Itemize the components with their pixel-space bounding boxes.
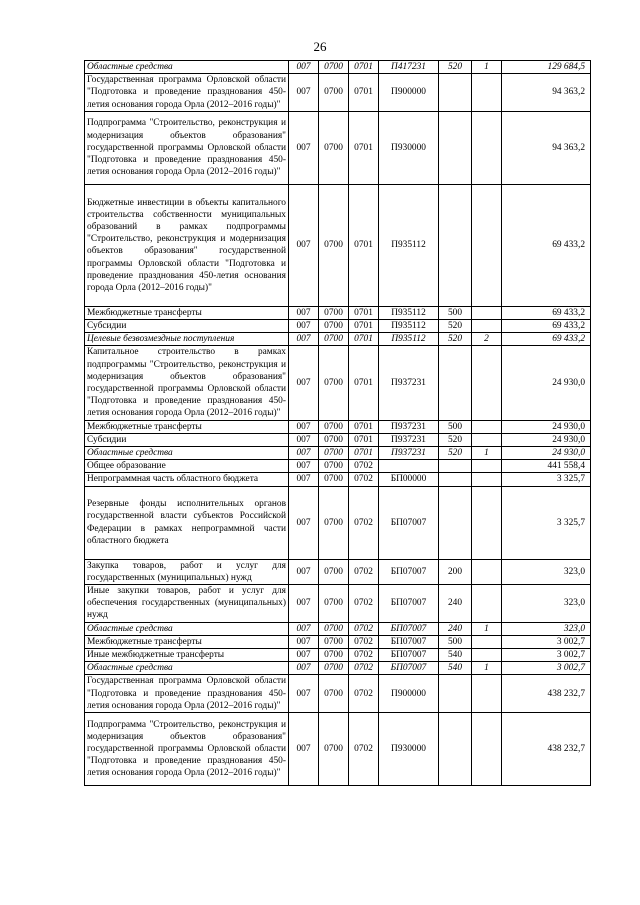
target-article-cell: П937231 <box>379 420 439 433</box>
target-article-cell: П935112 <box>379 320 439 333</box>
expense-type-cell <box>439 486 472 559</box>
table-row <box>85 447 591 460</box>
target-article-cell: БП07007 <box>379 585 439 623</box>
subsection-code-cell: 0701 <box>349 61 379 74</box>
expense-type-cell <box>439 346 472 420</box>
item-name-cell: Областные средства <box>85 447 289 460</box>
amount-cell: 3 002,7 <box>502 635 591 648</box>
item-name-cell: Областные средства <box>85 61 289 74</box>
table-row <box>85 559 591 584</box>
table-row <box>85 649 591 662</box>
expense-type-cell <box>439 675 472 713</box>
expense-type-cell: 500 <box>439 306 472 319</box>
subtype-cell <box>472 320 502 333</box>
budget-table <box>84 60 591 786</box>
section-code-cell: 0700 <box>319 635 349 648</box>
section-code-cell: 0700 <box>319 713 349 786</box>
subtype-cell <box>472 486 502 559</box>
section-code-cell: 0700 <box>319 74 349 112</box>
ministry-code-cell: 007 <box>289 675 319 713</box>
ministry-code-cell: 007 <box>289 460 319 473</box>
ministry-code-cell: 007 <box>289 447 319 460</box>
section-code-cell: 0700 <box>319 184 349 306</box>
expense-type-cell: 520 <box>439 320 472 333</box>
amount-cell: 3 002,7 <box>502 662 591 675</box>
ministry-code-cell: 007 <box>289 713 319 786</box>
expense-type-cell <box>439 713 472 786</box>
expense-type-cell: 520 <box>439 61 472 74</box>
subtype-cell <box>472 473 502 486</box>
table-row <box>85 486 591 559</box>
expense-type-cell <box>439 460 472 473</box>
amount-cell: 24 930,0 <box>502 447 591 460</box>
target-article-cell: БП07007 <box>379 622 439 635</box>
target-article-cell: П900000 <box>379 675 439 713</box>
subsection-code-cell: 0702 <box>349 460 379 473</box>
subtype-cell <box>472 675 502 713</box>
ministry-code-cell: 007 <box>289 486 319 559</box>
amount-cell: 3 325,7 <box>502 486 591 559</box>
expense-type-cell <box>439 473 472 486</box>
target-article-cell: П930000 <box>379 713 439 786</box>
table-row <box>85 306 591 319</box>
subsection-code-cell: 0702 <box>349 662 379 675</box>
amount-cell: 24 930,0 <box>502 433 591 446</box>
expense-type-cell: 520 <box>439 433 472 446</box>
expense-type-cell: 540 <box>439 662 472 675</box>
subtype-cell <box>472 559 502 584</box>
ministry-code-cell: 007 <box>289 346 319 420</box>
expense-type-cell: 520 <box>439 447 472 460</box>
item-name-cell: Субсидии <box>85 433 289 446</box>
subtype-cell: 1 <box>472 447 502 460</box>
target-article-cell: П937231 <box>379 433 439 446</box>
amount-cell: 69 433,2 <box>502 320 591 333</box>
item-name-cell: Межбюджетные трансферты <box>85 635 289 648</box>
amount-cell: 3 325,7 <box>502 473 591 486</box>
item-name-cell: Иные закупки товаров, работ и услуг для обеспечения государственных (муниципальных) нужд <box>85 585 289 623</box>
subtype-cell <box>472 306 502 319</box>
ministry-code-cell: 007 <box>289 433 319 446</box>
target-article-cell: БП07007 <box>379 635 439 648</box>
section-code-cell: 0700 <box>319 346 349 420</box>
subsection-code-cell: 0702 <box>349 585 379 623</box>
amount-cell: 69 433,2 <box>502 333 591 346</box>
subtype-cell <box>472 585 502 623</box>
subtype-cell: 1 <box>472 622 502 635</box>
expense-type-cell <box>439 74 472 112</box>
table-row <box>85 346 591 420</box>
table-row <box>85 433 591 446</box>
table-row <box>85 333 591 346</box>
subsection-code-cell: 0702 <box>349 675 379 713</box>
subtype-cell <box>472 433 502 446</box>
target-article-cell <box>379 460 439 473</box>
expense-type-cell: 500 <box>439 420 472 433</box>
target-article-cell: П935112 <box>379 184 439 306</box>
item-name-cell: Государственная программа Орловской области "Подготовка и проведение празднования 450-летия основания города Орла (2012–2016 годы)" <box>85 675 289 713</box>
ministry-code-cell: 007 <box>289 622 319 635</box>
table-row <box>85 675 591 713</box>
target-article-cell: БП07007 <box>379 649 439 662</box>
amount-cell: 441 558,4 <box>502 460 591 473</box>
table-row <box>85 184 591 306</box>
expense-type-cell: 240 <box>439 585 472 623</box>
ministry-code-cell: 007 <box>289 559 319 584</box>
subsection-code-cell: 0701 <box>349 74 379 112</box>
target-article-cell: БП00000 <box>379 473 439 486</box>
item-name-cell: Областные средства <box>85 662 289 675</box>
target-article-cell: БП07007 <box>379 559 439 584</box>
amount-cell: 323,0 <box>502 559 591 584</box>
section-code-cell: 0700 <box>319 306 349 319</box>
subsection-code-cell: 0702 <box>349 635 379 648</box>
subsection-code-cell: 0701 <box>349 433 379 446</box>
item-name-cell: Закупка товаров, работ и услуг для государственных (муниципальных) нужд <box>85 559 289 584</box>
item-name-cell: Общее образование <box>85 460 289 473</box>
section-code-cell: 0700 <box>319 61 349 74</box>
subtype-cell: 1 <box>472 662 502 675</box>
ministry-code-cell: 007 <box>289 662 319 675</box>
subsection-code-cell: 0702 <box>349 486 379 559</box>
section-code-cell: 0700 <box>319 675 349 713</box>
item-name-cell: Капитальное строительство в рамках подпрограммы "Строительство, реконструкция и модернизация объектов образования" государственной программы Орловской области "Подготовка и проведение празднования 450-летия основания города Орла (2012–2016 годы)" <box>85 346 289 420</box>
table-row <box>85 473 591 486</box>
page-number: 26 <box>313 39 327 54</box>
subsection-code-cell: 0702 <box>349 473 379 486</box>
subtype-cell <box>472 713 502 786</box>
expense-type-cell: 520 <box>439 333 472 346</box>
item-name-cell: Иные межбюджетные трансферты <box>85 649 289 662</box>
subsection-code-cell: 0701 <box>349 111 379 184</box>
item-name-cell: Межбюджетные трансферты <box>85 306 289 319</box>
amount-cell: 438 232,7 <box>502 675 591 713</box>
subsection-code-cell: 0702 <box>349 559 379 584</box>
expense-type-cell: 200 <box>439 559 472 584</box>
section-code-cell: 0700 <box>319 460 349 473</box>
section-code-cell: 0700 <box>319 559 349 584</box>
ministry-code-cell: 007 <box>289 473 319 486</box>
expense-type-cell: 240 <box>439 622 472 635</box>
table-row <box>85 420 591 433</box>
expense-type-cell: 500 <box>439 635 472 648</box>
subsection-code-cell: 0701 <box>349 320 379 333</box>
target-article-cell: П937231 <box>379 346 439 420</box>
item-name-cell: Непрограммная часть областного бюджета <box>85 473 289 486</box>
subsection-code-cell: 0702 <box>349 622 379 635</box>
amount-cell: 323,0 <box>502 622 591 635</box>
table-row <box>85 460 591 473</box>
subtype-cell <box>472 460 502 473</box>
ministry-code-cell: 007 <box>289 333 319 346</box>
section-code-cell: 0700 <box>319 486 349 559</box>
target-article-cell: БП07007 <box>379 486 439 559</box>
ministry-code-cell: 007 <box>289 585 319 623</box>
subtype-cell <box>472 184 502 306</box>
target-article-cell: П937231 <box>379 447 439 460</box>
table-row <box>85 635 591 648</box>
subtype-cell <box>472 649 502 662</box>
target-article-cell: П417231 <box>379 61 439 74</box>
ministry-code-cell: 007 <box>289 649 319 662</box>
table-row <box>85 662 591 675</box>
section-code-cell: 0700 <box>319 622 349 635</box>
table-row <box>85 713 591 786</box>
ministry-code-cell: 007 <box>289 184 319 306</box>
target-article-cell: П935112 <box>379 306 439 319</box>
item-name-cell: Резервные фонды исполнительных органов государственной власти субъектов Российской Федерации в рамках непрограммной части областного бюджета <box>85 486 289 559</box>
table-row <box>85 320 591 333</box>
section-code-cell: 0700 <box>319 333 349 346</box>
expense-type-cell: 540 <box>439 649 472 662</box>
subtype-cell <box>472 111 502 184</box>
subtype-cell <box>472 635 502 648</box>
amount-cell: 94 363,2 <box>502 74 591 112</box>
amount-cell: 129 684,5 <box>502 61 591 74</box>
item-name-cell: Областные средства <box>85 622 289 635</box>
amount-cell: 323,0 <box>502 585 591 623</box>
item-name-cell: Подпрограмма "Строительство, реконструкция и модернизация объектов образования" государственной программы Орловской области "Подготовка и проведение празднования 450-летия основания города Орла (2012–2016 годы)" <box>85 111 289 184</box>
subtype-cell: 1 <box>472 61 502 74</box>
subtype-cell <box>472 420 502 433</box>
table-row <box>85 61 591 74</box>
table-row <box>85 111 591 184</box>
table-body <box>85 61 591 786</box>
section-code-cell: 0700 <box>319 585 349 623</box>
section-code-cell: 0700 <box>319 662 349 675</box>
table-row <box>85 74 591 112</box>
section-code-cell: 0700 <box>319 320 349 333</box>
ministry-code-cell: 007 <box>289 635 319 648</box>
item-name-cell: Межбюджетные трансферты <box>85 420 289 433</box>
item-name-cell: Целевые безвозмездные поступления <box>85 333 289 346</box>
item-name-cell: Подпрограмма "Строительство, реконструкция и модернизация объектов образования" государственной программы Орловской области "Подготовка и проведение празднования 450-летия основания города Орла (2012–2016 годы)" <box>85 713 289 786</box>
subsection-code-cell: 0701 <box>349 447 379 460</box>
ministry-code-cell: 007 <box>289 320 319 333</box>
item-name-cell: Государственная программа Орловской области "Подготовка и проведение празднования 450-летия основания города Орла (2012–2016 годы)" <box>85 74 289 112</box>
subtype-cell <box>472 346 502 420</box>
subsection-code-cell: 0702 <box>349 649 379 662</box>
subsection-code-cell: 0701 <box>349 184 379 306</box>
target-article-cell: П900000 <box>379 74 439 112</box>
amount-cell: 94 363,2 <box>502 111 591 184</box>
item-name-cell: Субсидии <box>85 320 289 333</box>
subtype-cell: 2 <box>472 333 502 346</box>
subsection-code-cell: 0701 <box>349 333 379 346</box>
amount-cell: 438 232,7 <box>502 713 591 786</box>
subsection-code-cell: 0701 <box>349 420 379 433</box>
subsection-code-cell: 0701 <box>349 346 379 420</box>
ministry-code-cell: 007 <box>289 111 319 184</box>
section-code-cell: 0700 <box>319 649 349 662</box>
ministry-code-cell: 007 <box>289 61 319 74</box>
ministry-code-cell: 007 <box>289 306 319 319</box>
amount-cell: 69 433,2 <box>502 306 591 319</box>
section-code-cell: 0700 <box>319 447 349 460</box>
table-row <box>85 585 591 623</box>
expense-type-cell <box>439 184 472 306</box>
section-code-cell: 0700 <box>319 420 349 433</box>
amount-cell: 24 930,0 <box>502 346 591 420</box>
target-article-cell: П930000 <box>379 111 439 184</box>
ministry-code-cell: 007 <box>289 420 319 433</box>
item-name-cell: Бюджетные инвестиции в объекты капитального строительства собственности муниципальных образований в рамках подпрограммы "Строительство, реконструкция и модернизация объектов образования" государственной программы Орловской области "Подготовка и проведение празднования 450-летия основания города Орла (2012–2016 годы)" <box>85 184 289 306</box>
amount-cell: 3 002,7 <box>502 649 591 662</box>
section-code-cell: 0700 <box>319 111 349 184</box>
subsection-code-cell: 0701 <box>349 306 379 319</box>
ministry-code-cell: 007 <box>289 74 319 112</box>
subsection-code-cell: 0702 <box>349 713 379 786</box>
target-article-cell: БП07007 <box>379 662 439 675</box>
table-row <box>85 622 591 635</box>
section-code-cell: 0700 <box>319 433 349 446</box>
expense-type-cell <box>439 111 472 184</box>
section-code-cell: 0700 <box>319 473 349 486</box>
target-article-cell: П935112 <box>379 333 439 346</box>
amount-cell: 24 930,0 <box>502 420 591 433</box>
amount-cell: 69 433,2 <box>502 184 591 306</box>
subtype-cell <box>472 74 502 112</box>
